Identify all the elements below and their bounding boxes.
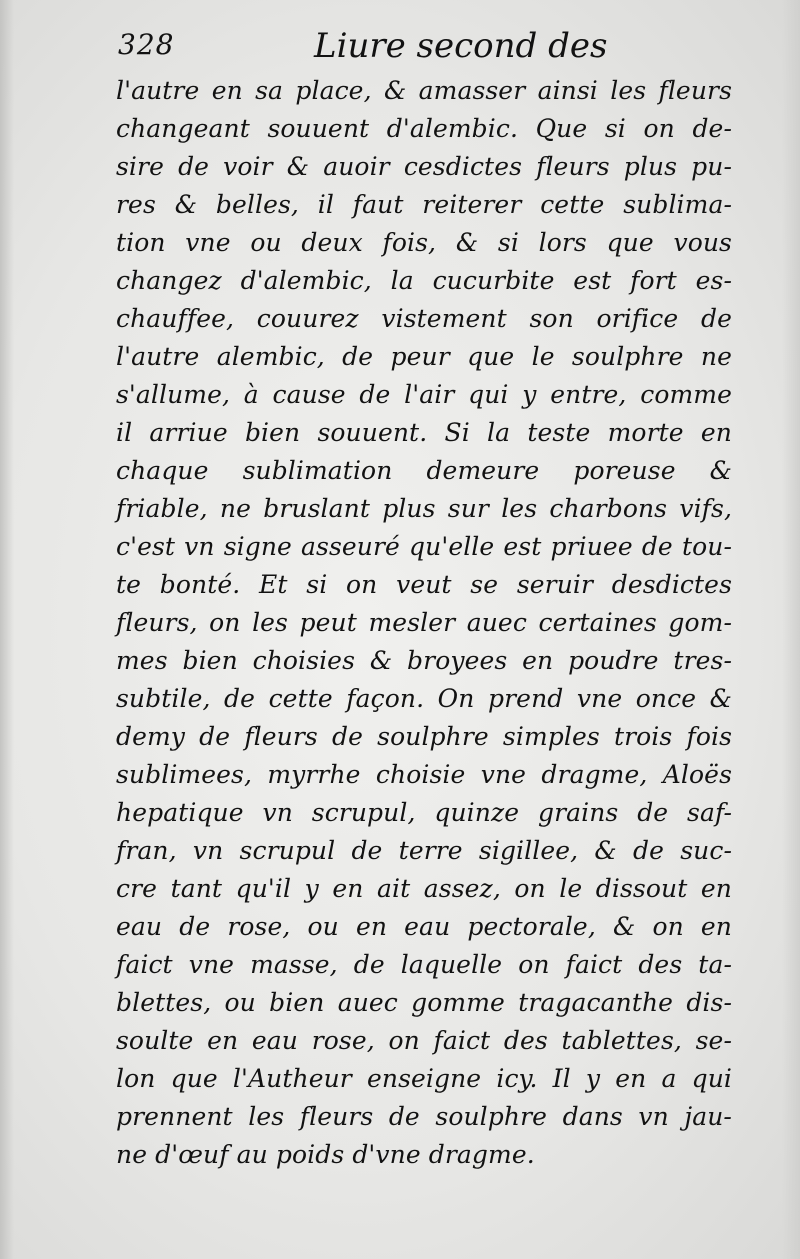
page-header xyxy=(118,20,738,68)
text-line: eau de rose, ou en eau pectorale, & on en xyxy=(116,912,732,941)
text-line: chauffee, couurez vistement son orifice de xyxy=(116,304,732,333)
text-line: faict vne masse, de laquelle on faict des ta- xyxy=(116,950,732,979)
text-line: changez d'alembic, la cucurbite est fort es- xyxy=(116,266,732,295)
text-line: cre tant qu'il y en ait assez, on le dissout en xyxy=(116,874,732,903)
text-line: changeant souuent d'alembic. Que si on de- xyxy=(116,114,732,143)
text-line: tion vne ou deux fois, & si lors que vous xyxy=(116,228,732,257)
page-edge-shadow-left xyxy=(0,0,14,1259)
text-line: fleurs, on les peut mesler auec certaines gom- xyxy=(116,608,732,637)
text-line: sublimees, myrrhe choisie vne dragme, Aloës xyxy=(116,760,732,789)
text-line: res & belles, il faut reiterer cette sublima- xyxy=(116,190,732,219)
text-line: demy de fleurs de soulphre simples trois fois xyxy=(116,722,732,751)
text-line: l'autre en sa place, & amasser ainsi les fleurs xyxy=(116,76,732,105)
page-number: 328 xyxy=(118,28,175,61)
text-line: hepatique vn scrupul, quinze grains de saf- xyxy=(116,798,732,827)
text-line: l'autre alembic, de peur que le soulphre ne xyxy=(116,342,732,371)
text-line: fran, vn scrupul de terre sigillee, & de suc- xyxy=(116,836,732,865)
text-line-last: ne d'œuf au poids d'vne dragme. xyxy=(116,1140,535,1169)
text-line: c'est vn signe asseuré qu'elle est priuee de tou- xyxy=(116,532,732,561)
text-line: sire de voir & auoir cesdictes fleurs plus pu- xyxy=(116,152,732,181)
body-text xyxy=(116,72,732,1174)
text-line: chaque sublimation demeure poreuse & xyxy=(116,456,732,485)
text-line: blettes, ou bien auec gomme tragacanthe dis- xyxy=(116,988,732,1017)
page-edge-shadow-right xyxy=(782,0,800,1259)
text-line: subtile, de cette façon. On prend vne once & xyxy=(116,684,732,713)
text-line: il arriue bien souuent. Si la teste morte en xyxy=(116,418,732,447)
text-line: soulte en eau rose, on faict des tablettes, se- xyxy=(116,1026,732,1055)
running-title: Liure second des xyxy=(314,26,608,66)
text-line: mes bien choisies & broyees en poudre tres- xyxy=(116,646,732,675)
text-line: s'allume, à cause de l'air qui y entre, comme xyxy=(116,380,732,409)
text-line: te bonté. Et si on veut se seruir desdictes xyxy=(116,570,732,599)
text-line: lon que l'Autheur enseigne icy. Il y en a qui xyxy=(116,1064,732,1093)
text-line: prennent les fleurs de soulphre dans vn jau- xyxy=(116,1102,732,1131)
text-line: friable, ne bruslant plus sur les charbons vifs, xyxy=(116,494,732,523)
